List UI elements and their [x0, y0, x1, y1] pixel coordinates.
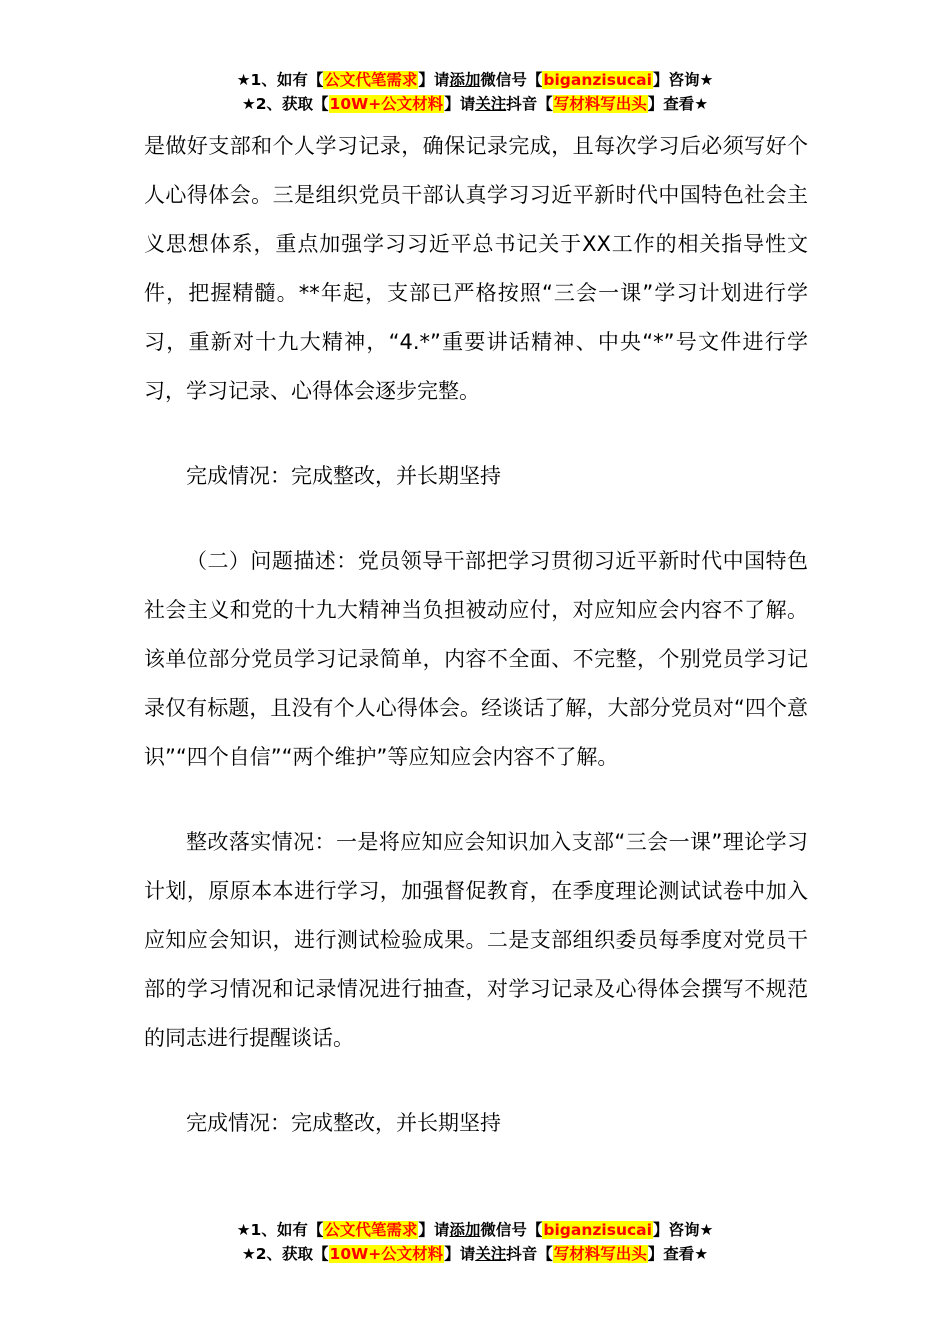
banner-text: 抖音【: [506, 95, 553, 113]
banner-text: 】请: [444, 1245, 476, 1263]
banner-text: 】请: [444, 95, 476, 113]
banner-highlight: 10W+公文材料: [329, 95, 444, 113]
banner-highlight: 公文代笔需求: [324, 1221, 418, 1239]
paragraph-rectification: 整改落实情况：一是将应知应会知识加入支部“三会一课”理论学习计划，原原本本进行学习，加强督促教育，在季度理论测试试卷中加入应知应会知识，进行测试检验成果。二是支部组织委员每季度对党员干部的学习情况和记录情况进行抽查，对学习记录及心得体会撰写不规范的同志进行提醒谈话。: [144, 830, 808, 1050]
banner-text: 微信号【: [480, 71, 543, 89]
banner-highlight: 10W+公文材料: [329, 1245, 444, 1263]
banner-text: 】查看★: [647, 95, 709, 113]
banner-highlight: biganzisucai: [543, 1221, 652, 1239]
banner-highlight: biganzisucai: [543, 71, 652, 89]
banner-text: 微信号【: [480, 1221, 543, 1239]
paragraph-problem-description: （二）问题描述：党员领导干部把学习贯彻习近平新时代中国特色社会主义和党的十九大精神当负担被动应付，对应知应会内容不了解。该单位部分党员学习记录简单，内容不全面、不完整，个别党员学习记录仅有标题，且没有个人心得体会。经谈话了解，大部分党员对“四个意识”“四个自信”“两个维护”等应知应会内容不了解。: [144, 549, 808, 769]
header-banner-line-2: [0, 92, 950, 116]
paragraph-completion-status-1: 完成情况：完成整改，并长期坚持: [186, 464, 501, 488]
document-body: [144, 122, 808, 1148]
banner-text: ★1、如有【: [236, 71, 324, 89]
banner-highlight: 写材料写出头: [553, 1245, 647, 1263]
banner-text: 】咨询★: [652, 71, 714, 89]
banner-text: ★2、获取【: [241, 95, 329, 113]
banner-text: ★1、如有【: [236, 1221, 324, 1239]
banner-underlined-text: 关注: [475, 1245, 507, 1263]
header-banner-line-1: [0, 68, 950, 92]
banner-text: 】咨询★: [652, 1221, 714, 1239]
banner-text: 】请: [418, 71, 450, 89]
footer-banner-line-2: [0, 1242, 950, 1266]
footer-banner: [0, 1218, 950, 1266]
banner-highlight: 写材料写出头: [553, 95, 647, 113]
banner-underlined-text: 添加: [449, 71, 481, 89]
banner-underlined-text: 关注: [475, 95, 507, 113]
paragraph-continued: 是做好支部和个人学习记录，确保记录完成，且每次学习后必须写好个人心得体会。三是组织党员干部认真学习习近平新时代中国特色社会主义思想体系，重点加强学习习近平总书记关于XX工作的相关指导性文件，把握精髓。**年起，支部已严格按照“三会一课”学习计划进行学习，重新对十九大精神，“4.*”重要讲话精神、中央“*”号文件进行学习，学习记录、心得体会逐步完整。: [144, 134, 808, 403]
paragraph-completion-status-2: 完成情况：完成整改，并长期坚持: [186, 1111, 501, 1135]
banner-text: ★2、获取【: [241, 1245, 329, 1263]
banner-highlight: 公文代笔需求: [324, 71, 418, 89]
banner-text: 】请: [418, 1221, 450, 1239]
banner-text: 】查看★: [647, 1245, 709, 1263]
banner-text: 抖音【: [506, 1245, 553, 1263]
footer-banner-line-1: [0, 1218, 950, 1242]
banner-underlined-text: 添加: [449, 1221, 481, 1239]
header-banner: [0, 68, 950, 116]
